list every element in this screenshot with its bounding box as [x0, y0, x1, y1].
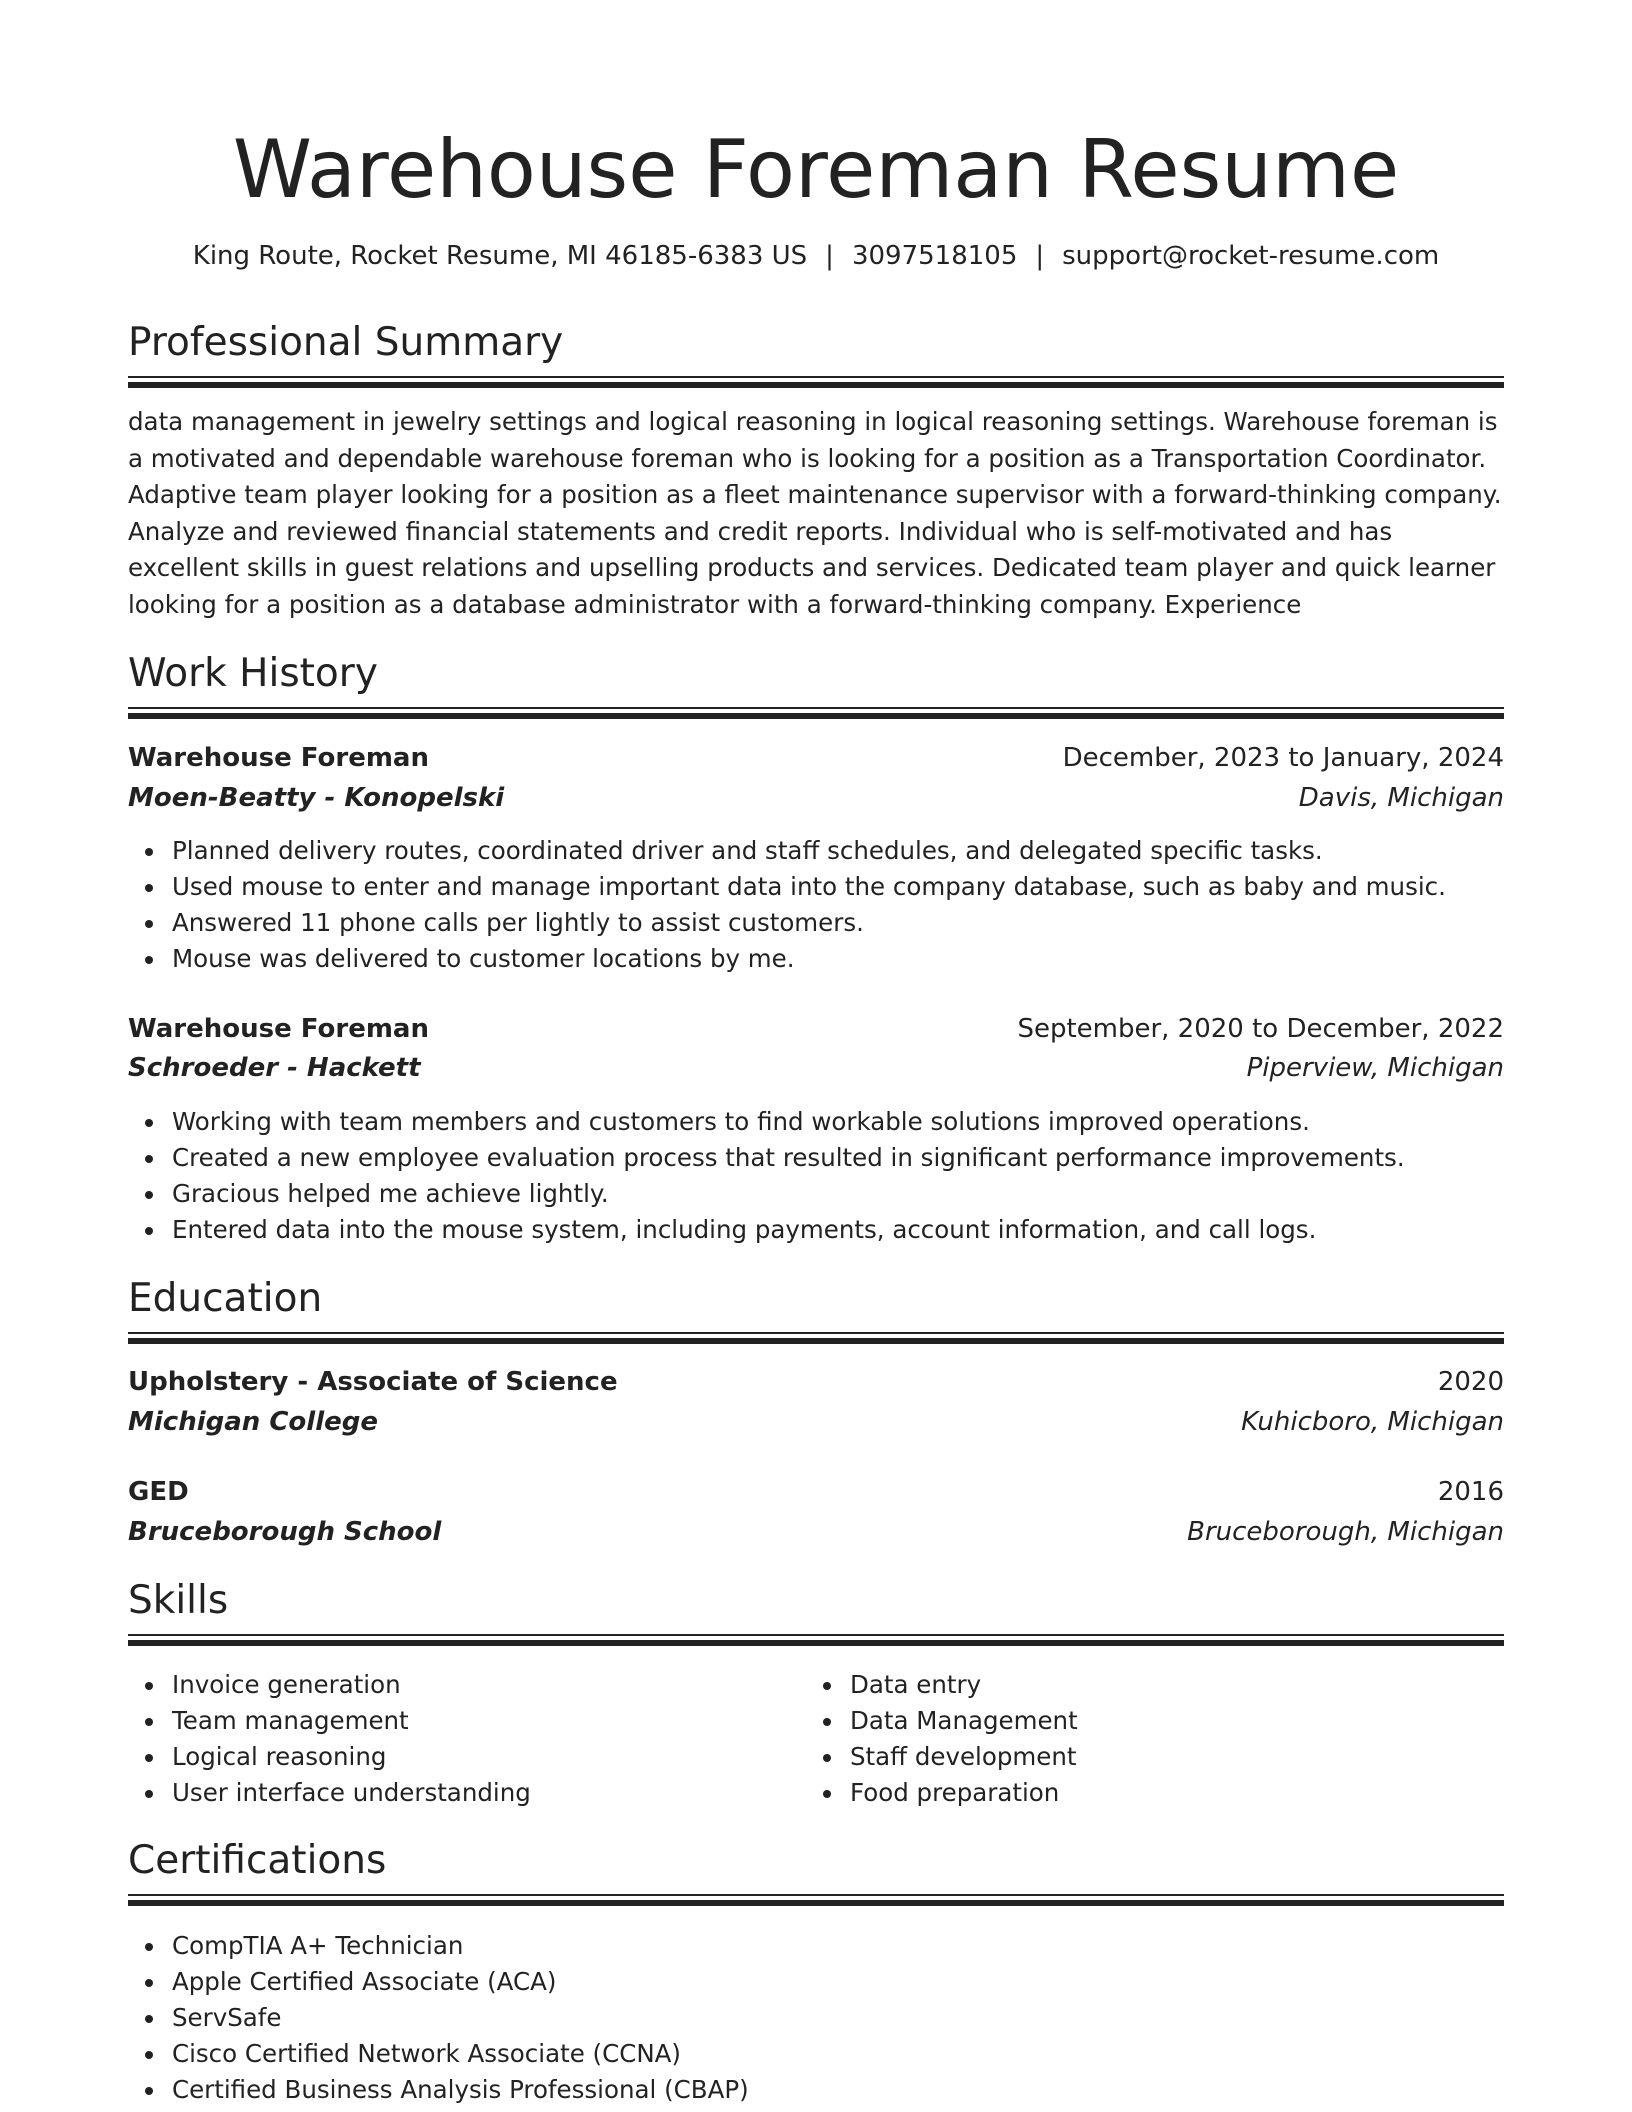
section-divider: [128, 707, 1504, 719]
certification-item: Cisco Certified Network Associate (CCNA): [172, 2036, 749, 2072]
list-item: Mouse was delivered to customer locations by me.: [172, 941, 1446, 977]
skills-list-left: [172, 1667, 531, 1811]
job-bullets: [172, 833, 1446, 977]
skill-item: Data Management: [850, 1703, 1078, 1739]
list-item: Entered data into the mouse system, including payments, account information, and call logs.: [172, 1212, 1405, 1248]
section-heading: Certifications: [128, 1838, 387, 1883]
school-name: Michigan College: [128, 1407, 378, 1437]
school-name: Bruceborough School: [128, 1517, 442, 1547]
section-heading: Education: [128, 1276, 323, 1321]
section-divider: [128, 1634, 1504, 1646]
job-location: Piperview, Michigan: [1246, 1053, 1504, 1083]
section-work-history: [128, 649, 1504, 699]
education-subheader: [128, 1404, 1504, 1442]
skill-item: Staff development: [850, 1739, 1078, 1775]
section-professional-summary: [128, 318, 1504, 368]
job-location: Davis, Michigan: [1298, 783, 1504, 813]
skill-item: Team management: [172, 1703, 531, 1739]
certification-item: Certified Business Analysis Professional (CBAP): [172, 2072, 749, 2108]
list-item: Created a new employee evaluation process that resulted in significant performance improvements.: [172, 1140, 1405, 1176]
certification-item: Apple Certified Associate (ACA): [172, 1964, 749, 2000]
section-heading: Professional Summary: [128, 320, 564, 365]
skill-item: Food preparation: [850, 1775, 1078, 1811]
education-header: [128, 1364, 1504, 1402]
graduation-year: 2016: [1437, 1477, 1504, 1507]
company-name: Moen-Beatty - Konopelski: [128, 783, 505, 813]
graduation-year: 2020: [1437, 1367, 1504, 1397]
list-item: Planned delivery routes, coordinated driver and staff schedules, and delegated specific tasks.: [172, 833, 1446, 869]
certification-item: ServSafe: [172, 2000, 749, 2036]
separator: |: [1035, 241, 1045, 271]
job-title: Warehouse Foreman: [128, 743, 429, 773]
skill-item: Invoice generation: [172, 1667, 531, 1703]
phone: 3097518105: [851, 241, 1018, 271]
skill-item: Data entry: [850, 1667, 1078, 1703]
degree: Upholstery - Associate of Science: [128, 1367, 618, 1397]
list-item: Answered 11 phone calls per lightly to assist customers.: [172, 905, 1446, 941]
skill-item: Logical reasoning: [172, 1739, 531, 1775]
job-header: [128, 1011, 1504, 1049]
section-education: [128, 1274, 1504, 1324]
list-item: Working with team members and customers to find workable solutions improved operations.: [172, 1104, 1405, 1140]
job-subheader: [128, 780, 1504, 818]
section-heading: Work History: [128, 651, 378, 696]
company-name: Schroeder - Hackett: [128, 1053, 421, 1083]
job-dates: December, 2023 to January, 2024: [1062, 743, 1504, 773]
job-dates: September, 2020 to December, 2022: [1017, 1014, 1504, 1044]
list-item: Gracious helped me achieve lightly.: [172, 1176, 1405, 1212]
job-bullets: [172, 1104, 1405, 1248]
resume-title: Warehouse Foreman Resume: [232, 123, 1400, 216]
certification-item: CompTIA A+ Technician: [172, 1928, 749, 1964]
email: support@rocket-resume.com: [1062, 241, 1440, 271]
education-header: [128, 1474, 1504, 1512]
certifications-list: [172, 1928, 749, 2108]
contact-line: [0, 238, 1632, 274]
section-skills: [128, 1576, 1504, 1626]
summary-text: data management in jewelry settings and logical reasoning in logical reasoning settings. Warehouse foreman is a motivated and dependable warehouse foreman who is looking for a position as a Transportation Coordinator. Adaptive team player looking for a position as a fleet maintenance supervisor with a forward-thinking company. Analyze and reviewed financial statements and credit reports. Individual who is self-motivated and has excellent skills in guest relations and upselling products and services. Dedicated team player and quick learner looking for a position as a database administrator with a forward-thinking company. Experience: [128, 407, 1502, 619]
section-divider: [128, 1894, 1504, 1906]
school-location: Bruceborough, Michigan: [1187, 1517, 1504, 1547]
job-title: Warehouse Foreman: [128, 1014, 429, 1044]
list-item: Used mouse to enter and manage important data into the company database, such as baby and music.: [172, 869, 1446, 905]
job-header: [128, 740, 1504, 778]
address: King Route, Rocket Resume, MI 46185-6383 US: [192, 241, 808, 271]
section-certifications: [128, 1836, 1504, 1886]
education-subheader: [128, 1514, 1504, 1552]
separator: |: [825, 241, 834, 271]
job-subheader: [128, 1050, 1504, 1088]
section-divider: [128, 1332, 1504, 1344]
degree: GED: [128, 1477, 189, 1507]
section-heading: Skills: [128, 1578, 229, 1623]
school-location: Kuhicboro, Michigan: [1241, 1407, 1504, 1437]
skill-item: User interface understanding: [172, 1775, 531, 1811]
skills-list-right: [850, 1667, 1078, 1811]
section-divider: [128, 376, 1504, 388]
